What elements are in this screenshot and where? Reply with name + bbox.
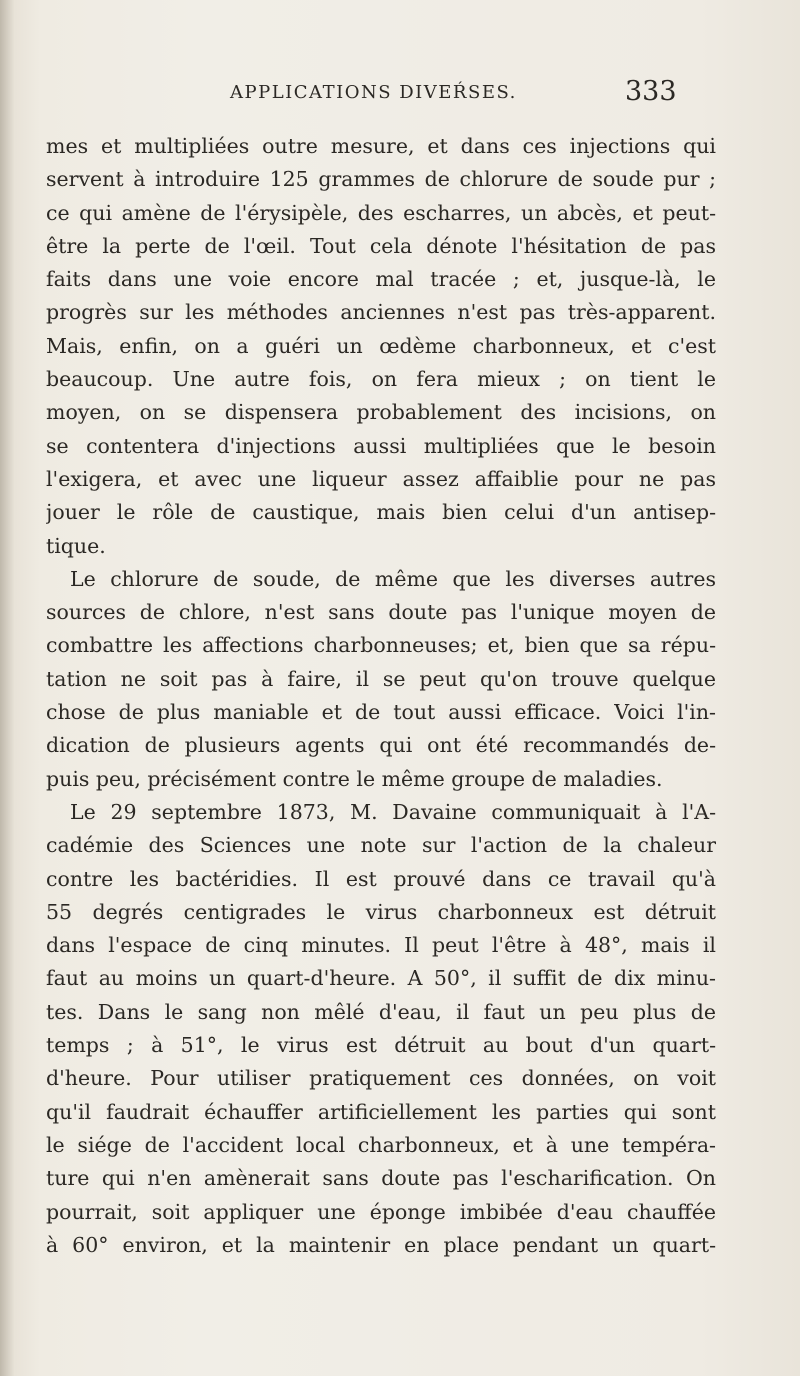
text-line: tation ne soit pas à faire, il se peut qu'on trouve quelque [46,666,716,691]
text-line: être la perte de l'œil. Tout cela dénote l'hésitation de pas [46,233,716,258]
text-line: sources de chlore, n'est sans doute pas l'unique moyen de [46,600,716,625]
text-line: moyen, on se dispensera probablement des incisions, on [46,400,716,425]
text-line: le siége de l'accident local charbonneux, et à une tempéra- [46,1132,716,1157]
text-line: combattre les affections charbonneuses; et, bien que sa répu- [46,633,716,658]
page-header [0,78,800,108]
text-line: puis peu, précisément contre le même groupe de maladies. [46,766,663,791]
text-line: ture qui n'en amènerait sans doute pas l'escharification. On [46,1166,716,1191]
text-line: tes. Dans le sang non mêlé d'eau, il faut un peu plus de [46,999,716,1024]
text-line: ce qui amène de l'érysipèle, des escharres, un abcès, et peut- [46,200,716,225]
text-line: tique. [46,533,106,558]
text-line: beaucoup. Une autre fois, on fera mieux ; on tient le [46,367,716,392]
text-line: Le 29 septembre 1873, M. Davaine communiquait à l'A- [70,799,716,824]
text-line: l'exigera, et avec une liqueur assez affaiblie pour ne pas [46,466,716,491]
text-line: temps ; à 51°, le virus est détruit au bout d'un quart- [46,1033,716,1058]
page-binding-edge [0,0,14,1376]
text-line: cadémie des Sciences une note sur l'action de la chaleur [46,833,716,858]
text-line: dication de plusieurs agents qui ont été recommandés de- [46,733,716,758]
body-text [46,130,716,1262]
text-line: contre les bactéridies. Il est prouvé dans ce travail qu'à [46,866,716,891]
text-line: jouer le rôle de caustique, mais bien celui d'un antisep- [46,500,716,525]
text-line: dans l'espace de cinq minutes. Il peut l'être à 48°, mais il [46,933,716,958]
text-line: faits dans une voie encore mal tracée ; et, jusque-là, le [46,267,716,292]
text-line: pourrait, soit appliquer une éponge imbibée d'eau chauffée [46,1199,716,1224]
text-line: qu'il faudrait échauffer artificiellement les parties qui sont [46,1099,716,1124]
text-line: 55 degrés centigrades le virus charbonneux est détruit [46,899,716,924]
text-line: d'heure. Pour utiliser pratiquement ces données, on voit [46,1066,716,1091]
text-line: mes et multipliées outre mesure, et dans ces injections qui [46,134,716,158]
running-head: APPLICATIONS DIVEŔSES. [230,82,517,103]
text-line: à 60° environ, et la maintenir en place pendant un quart- [46,1232,716,1257]
text-line: se contentera d'injections aussi multipliées que le besoin [46,433,716,458]
text-line: chose de plus maniable et de tout aussi efficace. Voici l'in- [46,700,716,725]
text-line: progrès sur les méthodes anciennes n'est pas très-apparent. [46,300,716,325]
page-number: 333 [625,76,677,107]
text-line: Le chlorure de soude, de même que les diverses autres [70,566,716,591]
text-line: faut au moins un quart-d'heure. A 50°, il suffit de dix minu- [46,966,716,991]
text-line: servent à introduire 125 grammes de chlorure de soude pur ; [46,167,716,192]
text-line: Mais, enfin, on a guéri un œdème charbonneux, et c'est [46,333,716,358]
